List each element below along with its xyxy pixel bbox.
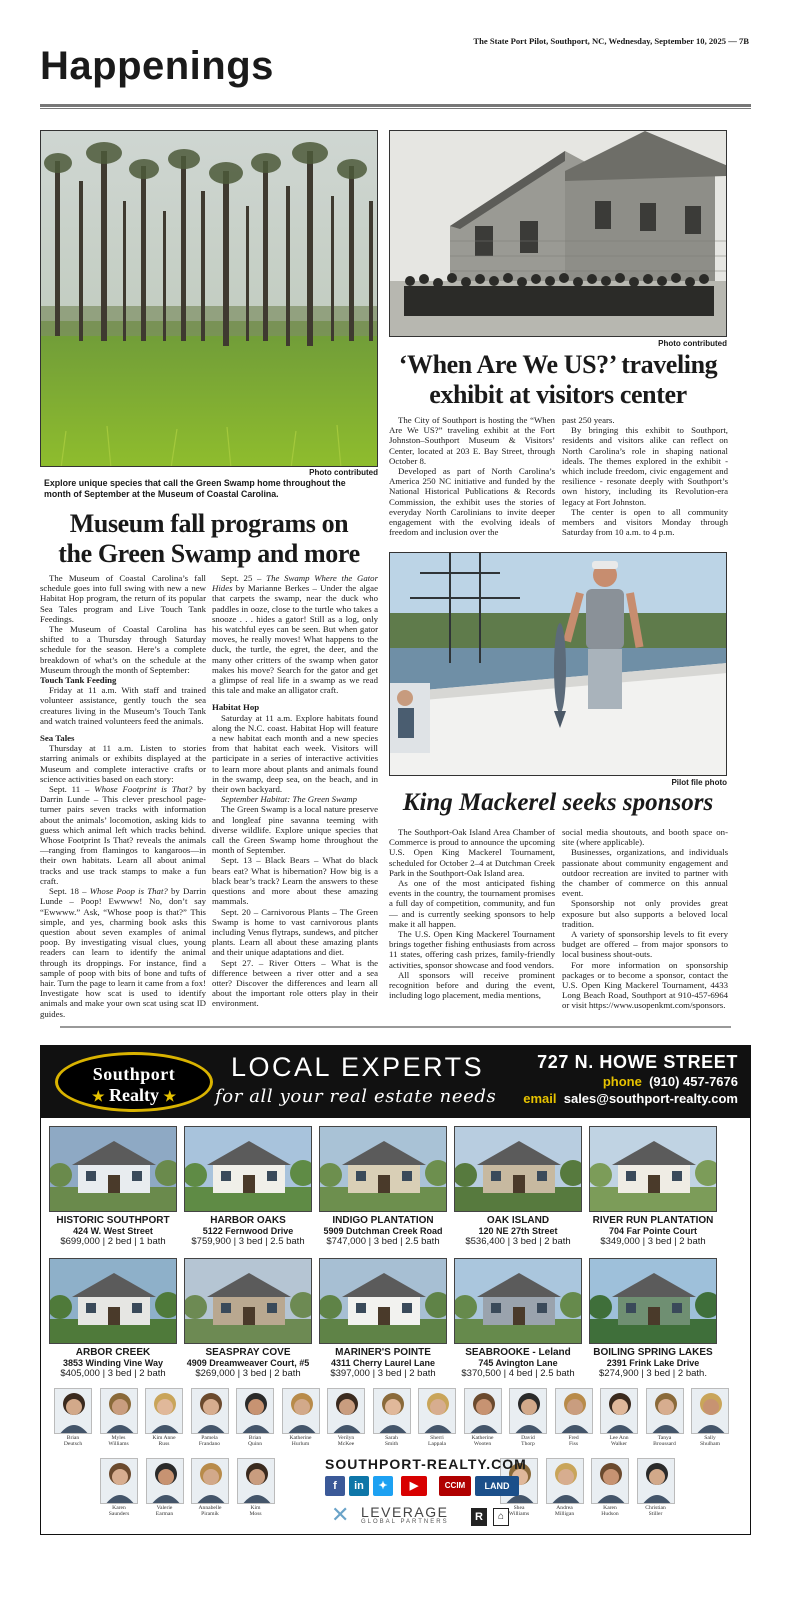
paragraph: A variety of sponsorship levels to fit every budget are offered – from major sponsors to local business shout-outs. — [562, 929, 728, 960]
paragraph: The Museum of Coastal Carolina’s fall schedule goes into full swing with new a new Habitat Hop program, the return of its popular Sea Tales program and Live Touch Tank Feedings. — [40, 573, 206, 624]
house-photo — [454, 1126, 582, 1212]
paragraph: The Green Swamp is a local nature preserve and longleaf pine savanna teeming with diverse wildlife. Explore unique species that call the Green Swamp home throughout the month of September. — [212, 804, 378, 856]
agent-profile — [590, 1458, 630, 1517]
agent-first-name: Brian — [66, 1435, 80, 1441]
mackerel-article-col1 — [389, 827, 555, 1000]
agent-photo — [509, 1388, 547, 1434]
house-photo — [589, 1258, 717, 1344]
paragraph: As one of the most anticipated fishing events in the country, the tournament promises a full day of competition, community, and fun — and is currently seeking sponsors to help make it all happen. — [389, 878, 555, 929]
agent-first-name: Tanya — [657, 1435, 672, 1441]
agent-profile — [281, 1388, 321, 1447]
agent-first-name: Kim Anne — [152, 1435, 176, 1441]
website[interactable]: SOUTHPORT-REALTY.COM — [325, 1456, 527, 1472]
listing-street: 5122 Fernwood Drive — [202, 1226, 294, 1236]
house-photo — [184, 1126, 312, 1212]
agent-photo — [637, 1458, 675, 1504]
agent-photo — [546, 1458, 584, 1504]
swamp-photo-caption: Explore unique species that call the Green Swamp home throughout the month of September at the Museum of Coastal Carolina. — [44, 478, 346, 499]
listing-price: $349,000 | 3 bed | 2 bath — [600, 1236, 706, 1247]
leverage-logo: LEVERAGE — [361, 1504, 449, 1520]
book-title: Whose Poop is That? — [89, 886, 168, 897]
agent-photo — [236, 1388, 274, 1434]
listing-street: 4909 Dreamweaver Court, #5 — [186, 1358, 310, 1368]
agent-photo — [464, 1388, 502, 1434]
agent-photo — [145, 1388, 183, 1434]
listing-card[interactable] — [317, 1126, 449, 1247]
agent-last-name: Piramik — [201, 1511, 219, 1518]
agent-photo — [691, 1388, 729, 1434]
paragraph: past 250 years. — [562, 415, 615, 425]
paragraph: Sept. 18 – Whose Poop is That? by Darrin Lunde – Poop! Ewwww! No, don’t say “Ewwww.” Ask, “Whose poop is that?” This simple, and yes, charming book asks this question about seven examples of animal poop. By investigating visual clues, young readers can learn to identify the animal through its droppings. For instance, find a sample of poop with bits of bone and tufts of hair. Turn the page to learn it came from a fox! Investigate how scat is used to identify animals and make your own scat using scat ID guides. — [40, 886, 206, 1019]
historic-photo — [389, 130, 727, 337]
agent-photo — [100, 1388, 138, 1434]
agent-first-name: Pamela — [201, 1435, 218, 1441]
paragraph: The Southport-Oak Island Area Chamber of Commerce is proud to announce the upcoming U.S. Open King Mackerel Tournament, scheduled for October 2–4 at Dutchman Creek Park in the Southport-Oak Island area. — [389, 827, 555, 878]
agent-first-name: Annabelle — [198, 1505, 222, 1511]
ccim-badge: CCIM — [439, 1476, 471, 1496]
agent-first-name: Sally — [704, 1435, 716, 1441]
house-photo — [589, 1126, 717, 1212]
agent-first-name: Andrea — [556, 1505, 573, 1511]
agent-last-name: Williams — [108, 1441, 129, 1448]
agent-profile — [235, 1388, 275, 1447]
ad-tagline: for all your real estate needs — [215, 1086, 497, 1107]
agent-last-name: Saunders — [108, 1511, 130, 1518]
leverage-logo-icon: ✕ — [331, 1502, 350, 1527]
house-photo — [184, 1258, 312, 1344]
agent-first-name: Katherine — [471, 1435, 494, 1441]
agent-profile — [326, 1388, 366, 1447]
agent-first-name: Lee Ann — [609, 1435, 629, 1441]
star-icon: ★ — [163, 1090, 177, 1105]
listing-street: 424 W. West Street — [73, 1226, 153, 1236]
listing-price: $536,400 | 3 bed | 2 bath — [465, 1236, 571, 1247]
listing-street: 2391 Frink Lake Drive — [606, 1358, 700, 1368]
agent-profile — [636, 1458, 676, 1517]
listing-price: $699,000 | 2 bed | 1 bath — [60, 1236, 166, 1247]
listing-street: 704 Far Pointe Court — [608, 1226, 698, 1236]
section-title: Happenings — [40, 44, 274, 88]
agent-profile — [190, 1458, 230, 1517]
listing-street: 5909 Dutchman Creek Road — [323, 1226, 443, 1236]
agent-photo — [327, 1388, 365, 1434]
section-divider — [60, 1026, 731, 1028]
paragraph: By bringing this exhibit to Southport, residents and visitors alike can reflect on North Carolina’s role in shaping national ideals. The themes explored in the exhibit - which include freedom, civic engagement and resilience - resonate deeply with Southport’s own history, including its Revolution-era legacy at Fort Johnston. — [562, 425, 728, 507]
agent-first-name: Myles — [111, 1435, 126, 1441]
listing-price: $747,000 | 3 bed | 2.5 bath — [326, 1236, 440, 1247]
paragraph: Sept 27. – River Otters – What is the difference between a river otter and a sea otter? Discover the differences and learn all about the important role otters play in their environment. — [212, 957, 378, 1009]
header-rule — [40, 104, 751, 107]
agent-profile — [53, 1388, 93, 1447]
listing-card[interactable] — [452, 1126, 584, 1247]
logo-line2: ★ Realty ★ — [91, 1085, 177, 1105]
house-photo — [49, 1258, 177, 1344]
agent-last-name: Thorp — [521, 1441, 535, 1448]
agent-first-name: Karen — [603, 1505, 617, 1511]
subhead-touch-tank: Touch Tank Feeding — [40, 675, 117, 686]
agent-last-name: Williams — [508, 1511, 530, 1518]
museum-article-col2 — [212, 573, 378, 1009]
equal-housing-icon: ⌂ — [493, 1508, 509, 1526]
agent-first-name: Katherine — [289, 1435, 312, 1441]
listing-area: HARBOR OAKS — [210, 1215, 286, 1226]
ad-phone: phone (910) 457-7676 — [602, 1074, 738, 1089]
listing-card[interactable] — [452, 1258, 584, 1379]
paragraph: Sept. 25 – The Swamp Where the Gator Hides by Marianne Berkes – Under the algae that carpets the swamp, near the duck who paddles in ooze, close to the turtle who takes a snooze . . . hides a gator! Still as a log, only his watchful eyes can be seen. But when gator moves, he really moves! What happens to the duck, the turtle, the egret, the deer, and the many other critters of the swamp when gator makes his move? Search for the gator and get a glimpse of real life in a swamp as we read this tale and make an alligator craft. — [212, 573, 379, 696]
leverage-sub: GLOBAL PARTNERS — [361, 1519, 449, 1525]
agent-first-name: Valerie — [156, 1505, 173, 1511]
agent-last-name: Shulham — [700, 1441, 720, 1448]
agent-last-name: Smith — [384, 1441, 399, 1448]
exhibit-article-col2 — [562, 415, 728, 537]
paragraph: Sponsorship not only provides great exposure but also supports a beloved local tradition. — [562, 898, 728, 929]
exhibit-headline — [389, 350, 727, 410]
agent-profile — [645, 1388, 685, 1447]
agent-profile — [545, 1458, 585, 1517]
agent-last-name: Lappala — [427, 1441, 446, 1448]
header-rule-thin — [40, 108, 751, 109]
agent-first-name: Christian — [645, 1505, 666, 1511]
agent-profile — [554, 1388, 594, 1447]
agent-photo — [600, 1388, 638, 1434]
agent-first-name: David — [521, 1435, 535, 1441]
listing-price: $759,900 | 3 bed | 2.5 bath — [191, 1236, 305, 1247]
house-photo — [49, 1126, 177, 1212]
agent-photo — [418, 1388, 456, 1434]
agent-profile — [463, 1388, 503, 1447]
agent-last-name: Earman — [155, 1511, 174, 1518]
paragraph: The center is open to all community members and visitors Monday through Saturday from 10 a.m. to 4 p.m. — [562, 506, 728, 538]
paragraph: Sept. 13 – Black Bears – What do black bears eat? What is hibernation? How big is a black bear’s track? Learn the answers to these questions and more about these amazing mammals. — [212, 855, 378, 907]
agent-photo — [191, 1388, 229, 1434]
agent-profile — [372, 1388, 412, 1447]
linkedin-icon[interactable]: in — [349, 1476, 369, 1496]
agent-first-name: Sherri — [430, 1435, 444, 1441]
paragraph: The City of Southport is hosting the “When Are We US?” traveling exhibit at the Fort Johnston–Southport Museum & Visitors’ Center, located at 203 E. Bay Street, through October 8. — [389, 415, 555, 466]
listing-street: 120 NE 27th Street — [478, 1226, 558, 1236]
agent-photo — [646, 1388, 684, 1434]
agent-photo — [100, 1458, 138, 1504]
agent-photo — [555, 1388, 593, 1434]
agent-last-name: Fiss — [568, 1441, 579, 1448]
museum-article-col1 — [40, 573, 206, 1019]
agent-last-name: Moss — [249, 1511, 262, 1518]
agent-last-name: Walker — [610, 1441, 627, 1448]
paragraph: Saturday at 11 a.m. Explore habitats found along the N.C. coast. Habitat Hop will feature a new habitat each month and a new species from that habitat each week. Visitors will participate in a series of interactive activities to learn more about plants and animals found in the swamp, deep sea, on the beach, and in their own backyard. — [212, 712, 378, 795]
fishing-photo-credit: Pilot file photo — [671, 778, 727, 787]
ad-headline: LOCAL EXPERTS — [231, 1052, 485, 1082]
agent-profile — [99, 1388, 139, 1447]
listing-area: INDIGO PLANTATION — [332, 1215, 434, 1226]
agent-profile — [236, 1458, 276, 1517]
paragraph: The U.S. Open King Mackerel Tournament brings together fishing enthusiasts from across 11 states, offering cash prizes, family-friendly activities, sponsor showcase and food vendors. — [389, 929, 555, 970]
agent-first-name: Fred — [568, 1435, 579, 1441]
realty-ad — [40, 1045, 751, 1535]
listing-area: BOILING SPRING LAKES — [593, 1347, 713, 1358]
agent-last-name: Deutsch — [63, 1441, 83, 1448]
agent-profile — [145, 1458, 185, 1517]
listing-card[interactable] — [317, 1258, 449, 1379]
swamp-photo — [40, 130, 378, 467]
agent-last-name: Stiller — [648, 1511, 663, 1518]
listing-card[interactable] — [47, 1126, 179, 1247]
mackerel-headline: King Mackerel seeks sponsors — [402, 789, 714, 816]
mackerel-article-col2 — [562, 827, 728, 1011]
listing-price: $370,500 | 4 bed | 2.5 bath — [461, 1368, 575, 1379]
house-photo — [319, 1258, 447, 1344]
paragraph: All sponsors will receive prominent recognition before and during the event, including logo placement, media mentions, — [389, 969, 555, 1001]
agent-last-name: McKee — [337, 1441, 355, 1448]
paragraph: Sept. 20 – Carnivorous Plants – The Green Swamp is home to vast carnivorous plants including Venus flytraps, sundews, and pitcher plants. Learn all about these amazing plants and their unique adaptations and diet. — [212, 906, 378, 958]
agent-last-name: Russ — [158, 1441, 170, 1448]
paragraph: Developed as part of North Carolina’s America 250 NC initiative and funded by the National Historical Publications & Records Commission, the exhibit uses the stories of everyday North Carolinians to invite deeper engagement with the evolving ideals of freedom and inclusion over the — [389, 466, 555, 538]
paragraph: Businesses, organizations, and individuals passionate about community engagement and outdoor recreation are invited to partner with the chamber of commerce on this annual event. — [562, 847, 728, 899]
agent-profile — [144, 1388, 184, 1447]
agent-profile — [690, 1388, 730, 1447]
listing-card[interactable] — [587, 1258, 719, 1379]
listing-card[interactable] — [587, 1126, 719, 1247]
listing-area: RIVER RUN PLANTATION — [592, 1215, 714, 1226]
agent-photo — [191, 1458, 229, 1504]
listing-street: 4311 Cherry Laurel Lane — [330, 1358, 436, 1368]
swamp-photo-credit: Photo contributed — [309, 468, 378, 477]
agent-last-name: Milligan — [554, 1511, 575, 1518]
paragraph: Thursday at 11 a.m. Listen to stories starring animals or exhibits displayed at the Museum and complete interactive crafts or science activities based on each story: — [40, 743, 206, 784]
house-photo — [319, 1126, 447, 1212]
exhibit-headline-line2: exhibit at visitors center — [429, 380, 687, 409]
logo-line1: Southport — [92, 1064, 176, 1084]
listing-area: SEABROOKE - Leland — [465, 1347, 571, 1358]
agent-first-name: Brian — [248, 1435, 262, 1441]
listing-street: 3853 Winding Vine Way — [63, 1358, 163, 1368]
subhead-habitat-hop: Habitat Hop — [212, 702, 260, 713]
listing-card[interactable] — [182, 1126, 314, 1247]
agent-last-name: Wooten — [473, 1441, 492, 1448]
agent-photo — [591, 1458, 629, 1504]
historic-photo-credit: Photo contributed — [658, 339, 727, 348]
listing-price: $397,000 | 3 bed | 2 bath — [330, 1368, 436, 1379]
agent-first-name: Shea — [513, 1505, 525, 1511]
listing-price: $405,000 | 3 bed | 2 bath — [60, 1368, 166, 1379]
agent-photo — [54, 1388, 92, 1434]
listing-price: $269,000 | 3 bed | 2 bath — [195, 1368, 301, 1379]
agent-first-name: Karen — [112, 1505, 126, 1511]
paragraph: Friday at 11 a.m. With staff and trained volunteer assistance, gently touch the sea creatures living in the Museum’s Touch Tank and watch trained volunteers feed the animals. — [40, 685, 206, 726]
agent-profile — [99, 1458, 139, 1517]
agent-first-name: Kim — [250, 1505, 261, 1511]
star-icon: ★ — [91, 1090, 105, 1105]
youtube-icon[interactable]: ▶ — [401, 1476, 427, 1496]
paragraph: Sept. 11 – Whose Footprint is That? by Darrin Lunde – This clever preschool page-turner pairs seven tracks with information about the animals’ locomotion, asking kids to guess which animal left which tracks behind. Whose Footprint Is That? reveals the animals—ranging from flamingos to kangaroos—in their own habitats. Learn all about animal tracks and use track stamps to make a fun craft. — [40, 784, 206, 886]
listing-card[interactable] — [182, 1258, 314, 1379]
listing-price: $274,900 | 3 bed | 2 bath. — [599, 1368, 707, 1379]
agent-last-name: Broussard — [653, 1441, 676, 1448]
agent-last-name: Hurlum — [291, 1441, 310, 1448]
paragraph: social media shoutouts, and booth space on-site (where applicable). — [562, 827, 728, 848]
subhead-sea-tales: Sea Tales — [40, 733, 75, 744]
paragraph: The Museum of Coastal Carolina has shifted to a Thursday through Saturday schedule for the season. Here’s a complete breakdown of what’s on the schedule at the Museum through the month of September: — [40, 624, 206, 675]
museum-headline-line1: Museum fall programs on — [69, 509, 349, 538]
book-title: The Swamp Where the Gator Hides — [212, 573, 379, 594]
folio-line: The State Port Pilot, Southport, NC, Wednesday, September 10, 2025 — 7B — [473, 36, 749, 46]
agent-last-name: Hudson — [601, 1511, 619, 1518]
museum-headline-line2: the Green Swamp and more — [58, 539, 360, 568]
ad-banner — [41, 1046, 750, 1118]
listing-area: OAK ISLAND — [486, 1215, 550, 1226]
agent-first-name: Sarah — [385, 1435, 398, 1441]
facebook-icon[interactable]: f — [325, 1476, 345, 1496]
listing-street: 745 Avington Lane — [478, 1358, 558, 1368]
agent-first-name: Verilyn — [337, 1435, 355, 1441]
land-badge: LAND — [475, 1476, 519, 1496]
paragraph: September Habitat: The Green Swamp — [221, 794, 358, 805]
agent-photo — [282, 1388, 320, 1434]
paragraph: For more information on sponsorship packages or to become a sponsor, contact the U.S. Open King Mackerel Tournament, 4433 Long Beach Road, Southport at 910-457-6964 or visit https://www.usopenkmt.com/sponsors. — [562, 959, 728, 1011]
agent-photo — [146, 1458, 184, 1504]
book-title: Whose Footprint is That? — [94, 784, 193, 795]
twitter-icon[interactable]: ✦ — [373, 1476, 393, 1496]
listing-area: MARINER'S POINTE — [335, 1347, 431, 1358]
ad-address: 727 N. HOWE STREET — [537, 1052, 738, 1072]
listing-card[interactable] — [47, 1258, 179, 1379]
agent-last-name: Quinn — [248, 1441, 262, 1448]
agent-profile — [599, 1388, 639, 1447]
realty-logo — [55, 1052, 213, 1112]
agent-profile — [417, 1388, 457, 1447]
listing-area: SEASPRAY COVE — [205, 1347, 291, 1358]
house-photo — [454, 1258, 582, 1344]
listing-area: HISTORIC SOUTHPORT — [56, 1215, 170, 1226]
realtor-icon: R — [471, 1508, 487, 1526]
exhibit-article-col1 — [389, 415, 555, 537]
ad-email: email sales@southport-realty.com — [523, 1091, 738, 1106]
agent-profile — [508, 1388, 548, 1447]
exhibit-headline-line1: ‘When Are We US?’ traveling — [398, 350, 718, 379]
fishing-photo — [389, 552, 727, 776]
agent-profile — [190, 1388, 230, 1447]
agent-last-name: Frandano — [198, 1441, 221, 1448]
museum-headline — [40, 509, 378, 569]
agent-photo — [237, 1458, 275, 1504]
listing-area: ARBOR CREEK — [75, 1347, 151, 1358]
agent-photo — [373, 1388, 411, 1434]
